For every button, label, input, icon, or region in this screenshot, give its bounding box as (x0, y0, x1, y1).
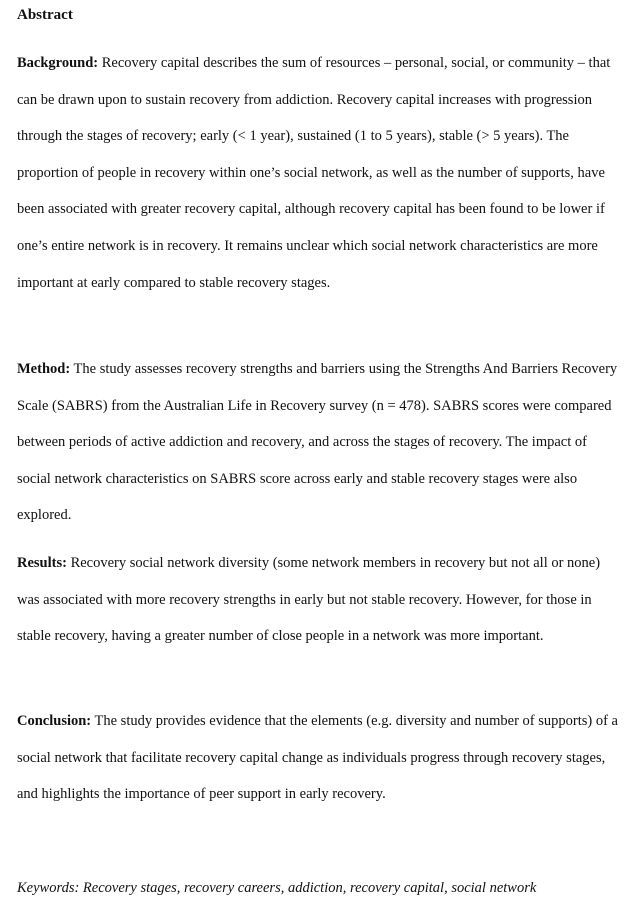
background-section (17, 45, 623, 301)
results-text: Recovery social network diversity (some network members in recovery but not all or none) was associated with more recovery strengths in early but not stable recovery. However, for those in stable recovery, having a greater number of close people in a network was more important. (17, 555, 601, 645)
background-label: Background: (17, 55, 99, 71)
background-text: Recovery capital describes the sum of resources – personal, social, or community – that can be drawn upon to sustain recovery from addiction. Recovery capital increases with progression through the stages of recovery; early (< 1 year), sustained (1 to 5 years), stable (> 5 years). The proportion of people in recovery within one’s social network, as well as the number of supports, have been associated with greater recovery capital, although recovery capital has been found to be lower if one’s entire network is in recovery. It remains unclear which social network characteristics are more important at early compared to stable recovery stages. (17, 55, 611, 291)
results-label: Results: (17, 555, 67, 571)
conclusion-label: Conclusion: (17, 713, 92, 729)
results-section (17, 545, 623, 655)
method-section (17, 351, 623, 534)
method-label: Method: (17, 361, 71, 377)
abstract-title: Abstract (17, 7, 73, 23)
conclusion-section (17, 703, 623, 813)
keywords-line: Keywords: Recovery stages, recovery careers, addiction, recovery capital, social network (17, 880, 537, 896)
method-text: The study assesses recovery strengths and barriers using the Strengths And Barriers Recovery Scale (SABRS) from the Australian Life in Recovery survey (n = 478). SABRS scores were compared between periods of active addiction and recovery, and across the stages of recovery. The impact of social network characteristics on SABRS score across early and stable recovery stages were also explored. (17, 361, 618, 524)
conclusion-text: The study provides evidence that the elements (e.g. diversity and number of supports) of a social network that facilitate recovery capital change as individuals progress through recovery stages, and highlights the importance of peer support in early recovery. (17, 713, 618, 803)
